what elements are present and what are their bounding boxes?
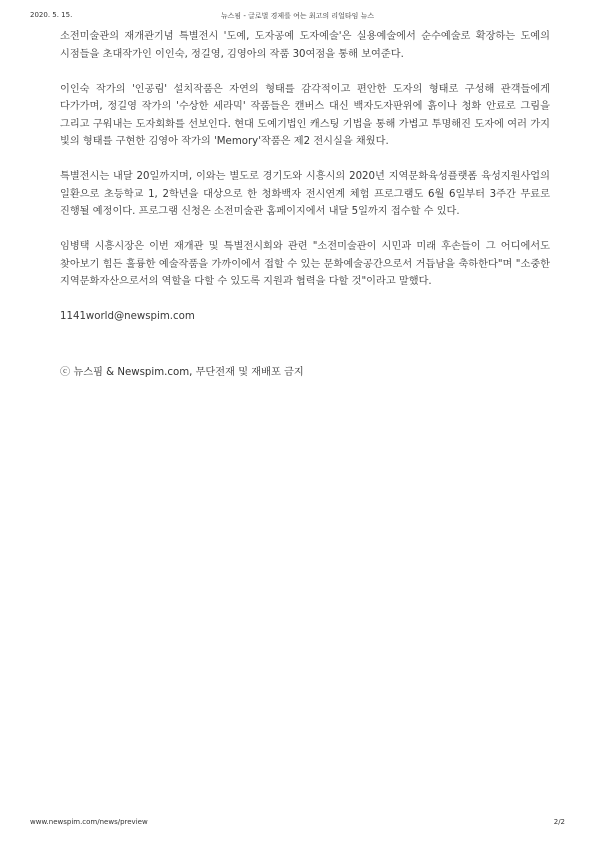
reporter-email: 1141world@newspim.com: [60, 311, 195, 322]
print-footer: [30, 818, 565, 830]
article-paragraph: 임병택 시흥시장은 이번 재개관 및 특별전시회와 관련 "소전미술관이 시민과 미래 후손들이 그 어디에서도 찾아보기 힘든 훌륭한 예술작품을 가까이에서 접할 수 있는 문화예술공간으로서 거듭남을 축하한다"며 "소중한 지역문화자산으로서의 역할을 다할 수 있도록 지원과 협력을 다할 것"이라고 말했다.: [60, 241, 550, 287]
article-paragraph: 특별전시는 내달 20일까지며, 이와는 별도로 경기도와 시흥시의 2020년 지역문화육성플랫폼 육성지원사업의 일환으로 초등학교 1, 2학년을 대상으로 한 청화백자 전시연계 체험 프로그램도 6월 6일부터 3주간 무료로 진행될 예정이다. 프로그램 신청은 소전미술관 홈페이지에서 내달 5일까지 접수할 수 있다.: [60, 171, 550, 217]
article-paragraph: 이인숙 작가의 '인공림' 설치작품은 자연의 형태를 감각적이고 편안한 도자의 형태로 구성해 관객들에게 다가가며, 정길영 작가의 '수상한 세라믹' 작품들은 캔버스 대신 백자도자판위에 흙이나 청화 안료로 그림을 그리고 구워내는 도자회화를 선보인다. 현대 도예기법인 캐스팅 기법을 통해 가볍고 투명해진 도자에 여러 가지 빛의 형태를 구현한 김영아 작가의 'Memory'작품은 제2 전시실을 채웠다.: [60, 83, 550, 147]
copyright-notice: ⓒ 뉴스핌 & Newspim.com, 무단전재 및 재배포 금지: [60, 366, 304, 378]
article-paragraph: 소전미술관의 재개관기념 특별전시 '도예, 도자공예 도자예술'은 실용예술에서 순수예술로 확장하는 도예의 시점들을 초대작가인 이인숙, 정길영, 김영아의 작품 30여점을 통해 보여준다.: [60, 31, 550, 60]
print-url: www.newspim.com/news/preview: [30, 818, 148, 826]
print-header: [30, 11, 565, 23]
page-number: 2/2: [553, 818, 565, 826]
article-body: [60, 28, 550, 399]
print-page-title: 뉴스핌 - 글로벌 경제를 여는 최고의 리얼타임 뉴스: [220, 12, 375, 20]
print-date: 2020. 5. 15.: [30, 11, 73, 19]
